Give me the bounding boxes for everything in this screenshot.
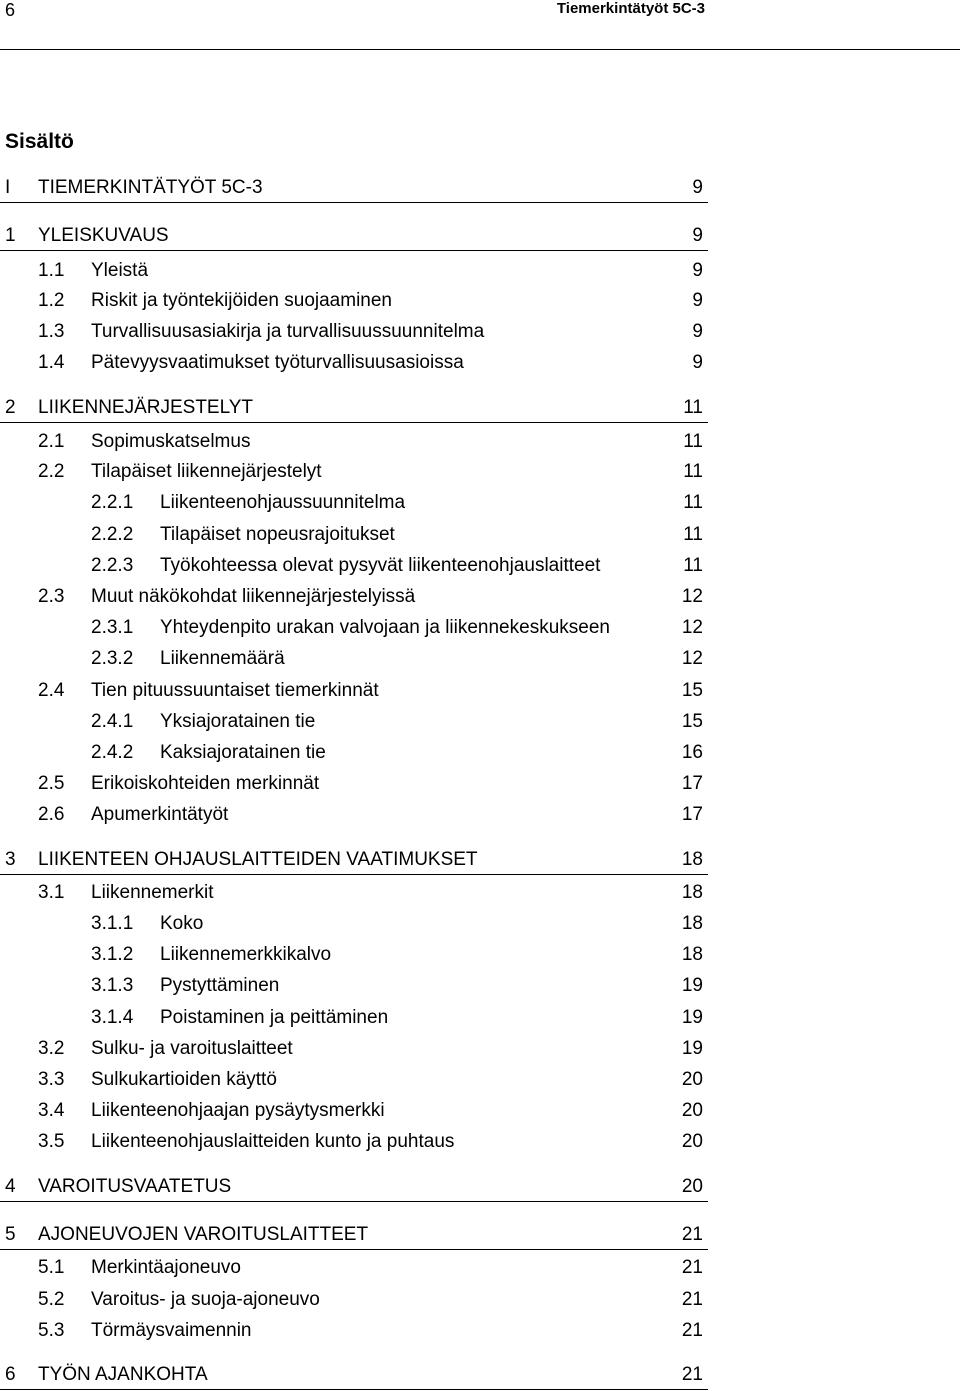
toc-entry[interactable]	[0, 1361, 708, 1390]
toc-entry-label: LIIKENNEJÄRJESTELYT	[38, 397, 254, 418]
toc-entry-label: VAROITUSVAATETUS	[38, 1176, 232, 1197]
toc-entry-label: Sulkukartioiden käyttö	[91, 1069, 277, 1090]
toc-entry-number: 2	[5, 397, 16, 418]
toc-entry-page: 9	[692, 321, 703, 342]
toc-heading: Sisältö	[5, 130, 74, 153]
toc-entry-label: Liikennemerkkikalvo	[160, 944, 332, 965]
toc-entry-number: 2.1	[38, 431, 65, 452]
toc-entry-number: 2.5	[38, 773, 65, 794]
toc-entry-label: Tien pituussuuntaiset tiemerkinnät	[91, 680, 379, 701]
toc-entry-number: 3.1.4	[91, 1007, 134, 1028]
toc-entry-label: Erikoiskohteiden merkinnät	[91, 773, 320, 794]
toc-entry-page: 17	[681, 804, 703, 825]
toc-entry-label: Yksiajoratainen tie	[160, 711, 316, 732]
toc-entry-page: 21	[681, 1320, 703, 1341]
toc-entry-page: 11	[683, 431, 703, 452]
toc-entry-label: Liikenteenohjaajan pysäytysmerkki	[91, 1100, 385, 1121]
toc-entry-number: 2.2.3	[91, 555, 134, 576]
toc-entry-number: 4	[5, 1176, 16, 1197]
toc-entry-label: Tilapäiset nopeusrajoitukset	[160, 524, 395, 545]
toc-entry-page: 15	[681, 680, 703, 701]
toc-entry-number: 3.2	[38, 1038, 65, 1059]
toc-entry-number: 1.1	[38, 260, 65, 281]
header-divider	[0, 49, 960, 50]
toc-entry[interactable]	[0, 677, 708, 705]
toc-entry[interactable]	[0, 846, 708, 875]
toc-entry-number: 2.2	[38, 461, 65, 482]
toc-entry-label: LIIKENTEEN OHJAUSLAITTEIDEN VAATIMUKSET	[38, 849, 478, 870]
toc-entry-page: 21	[681, 1257, 703, 1278]
toc-entry-number: 3.1.3	[91, 975, 134, 996]
toc-entry-number: 1.2	[38, 290, 65, 311]
toc-entry-label: Merkintäajoneuvo	[91, 1257, 241, 1278]
toc-entry[interactable]	[0, 1035, 708, 1063]
toc-entry-page: 20	[681, 1069, 703, 1090]
toc-entry-number: 2.4.1	[91, 711, 134, 732]
toc-entry[interactable]	[0, 910, 708, 938]
toc-entry[interactable]	[0, 1173, 708, 1202]
toc-entry-number: 3	[5, 849, 16, 870]
toc-entry-number: 1.3	[38, 321, 65, 342]
toc-entry[interactable]	[0, 287, 708, 315]
toc-entry-label: Tilapäiset liikennejärjestelyt	[91, 461, 322, 482]
toc-entry-number: 5	[5, 1224, 16, 1245]
toc-entry-page: 19	[681, 1007, 703, 1028]
toc-entry[interactable]	[0, 879, 708, 907]
toc-entry-number: 1	[5, 225, 16, 246]
toc-entry-number: 3.4	[38, 1100, 65, 1121]
toc-entry-number: 2.3.2	[91, 648, 134, 669]
toc-entry[interactable]	[0, 1254, 708, 1282]
toc-entry[interactable]	[0, 318, 708, 346]
toc-entry-number: 2.3.1	[91, 617, 134, 638]
toc-entry-label: Poistaminen ja peittäminen	[160, 1007, 389, 1028]
toc-entry-number: 3.1.2	[91, 944, 134, 965]
toc-entry-label: Riskit ja työntekijöiden suojaaminen	[91, 290, 392, 311]
toc-entry[interactable]	[0, 174, 708, 203]
toc-entry-label: Apumerkintätyöt	[91, 804, 229, 825]
toc-entry-label: TYÖN AJANKOHTA	[38, 1364, 208, 1385]
toc-entry-label: Liikennemäärä	[160, 648, 285, 669]
toc-entry-number: 3.1.1	[91, 913, 134, 934]
toc-entry-page: 20	[681, 1176, 703, 1197]
toc-entry-label: Yhteydenpito urakan valvojaan ja liikennekeskukseen	[160, 617, 610, 638]
toc-entry-number: 6	[5, 1364, 16, 1385]
toc-entry-number: 2.2.1	[91, 492, 134, 513]
toc-entry-label: Liikenteenohjaussuunnitelma	[160, 492, 406, 513]
toc-entry-page: 9	[692, 177, 703, 198]
toc-entry-page: 19	[681, 1038, 703, 1059]
toc-entry-page: 21	[681, 1364, 703, 1385]
toc-entry-label: Liikenteenohjauslaitteiden kunto ja puhtaus	[91, 1131, 455, 1152]
toc-entry[interactable]	[0, 614, 708, 642]
toc-entry[interactable]	[0, 1004, 708, 1032]
toc-entry-label: Sulku- ja varoituslaitteet	[91, 1038, 293, 1059]
page-number: 6	[5, 0, 16, 20]
toc-entry-label: Pystyttäminen	[160, 975, 280, 996]
toc-entry[interactable]	[0, 1317, 708, 1345]
toc-entry-number: 3.5	[38, 1131, 65, 1152]
toc-entry[interactable]	[0, 222, 708, 251]
toc-entry-page: 19	[681, 975, 703, 996]
toc-entry[interactable]	[0, 489, 708, 517]
toc-entry-page: 11	[683, 461, 703, 482]
toc-entry[interactable]	[0, 708, 708, 736]
toc-entry-page: 11	[683, 524, 703, 545]
toc-entry-label: Liikennemerkit	[91, 882, 214, 903]
toc-entry-page: 18	[681, 913, 703, 934]
toc-entry-number: 5.3	[38, 1320, 65, 1341]
toc-entry[interactable]	[0, 428, 708, 456]
toc-entry-label: Sopimuskatselmus	[91, 431, 251, 452]
toc-entry-number: 5.2	[38, 1289, 65, 1310]
toc-entry-label: Koko	[160, 913, 204, 934]
toc-entry[interactable]	[0, 941, 708, 969]
toc-entry-label: YLEISKUVAUS	[38, 225, 169, 246]
toc-entry-page: 16	[681, 742, 703, 763]
toc-entry[interactable]	[0, 458, 708, 486]
toc-entry-label: Törmäysvaimennin	[91, 1320, 252, 1341]
toc-entry-page: 9	[692, 352, 703, 373]
toc-entry-number: 2.4.2	[91, 742, 134, 763]
toc-entry-label: TIEMERKINTÄTYÖT 5C-3	[38, 177, 263, 198]
toc-entry-page: 12	[681, 617, 703, 638]
toc-entry-page: 21	[681, 1289, 703, 1310]
toc-entry-page: 15	[681, 711, 703, 732]
toc-entry[interactable]	[0, 1128, 708, 1156]
toc-entry-page: 21	[681, 1224, 703, 1245]
toc-entry[interactable]	[0, 521, 708, 549]
toc-entry-page: 20	[681, 1100, 703, 1121]
toc-entry[interactable]	[0, 972, 708, 1000]
toc-entry[interactable]	[0, 394, 708, 423]
toc-entry-label: Turvallisuusasiakirja ja turvallisuussuunnitelma	[91, 321, 485, 342]
toc-entry-label: Varoitus- ja suoja-ajoneuvo	[91, 1289, 320, 1310]
toc-entry[interactable]	[0, 1221, 708, 1250]
toc-entry-page: 11	[683, 397, 703, 418]
toc-entry[interactable]	[0, 1066, 708, 1094]
toc-entry-number: 1.4	[38, 352, 65, 373]
toc-entry-number: 2.6	[38, 804, 65, 825]
toc-entry-number: 2.2.2	[91, 524, 134, 545]
toc-entry[interactable]	[0, 770, 708, 798]
toc-entry-page: 9	[692, 260, 703, 281]
toc-entry[interactable]	[0, 645, 708, 673]
toc-entry-label: Yleistä	[91, 260, 149, 281]
toc-entry-label: Työkohteessa olevat pysyvät liikenteenohjauslaitteet	[160, 555, 601, 576]
toc-entry-number: 2.4	[38, 680, 65, 701]
toc-entry-label: Kaksiajoratainen tie	[160, 742, 326, 763]
toc-entry-label: AJONEUVOJEN VAROITUSLAITTEET	[38, 1224, 369, 1245]
toc-entry[interactable]	[0, 349, 708, 377]
toc-entry[interactable]	[0, 257, 708, 285]
toc-entry[interactable]	[0, 1286, 708, 1314]
toc-entry-label: Muut näkökohdat liikennejärjestelyissä	[91, 586, 416, 607]
toc-entry-page: 11	[683, 492, 703, 513]
toc-entry-page: 18	[681, 849, 703, 870]
toc-entry-page: 18	[681, 944, 703, 965]
toc-entry[interactable]	[0, 583, 708, 611]
toc-entry[interactable]	[0, 739, 708, 767]
toc-entry-page: 9	[692, 290, 703, 311]
toc-entry-page: 11	[683, 555, 703, 576]
toc-entry-label: Pätevyysvaatimukset työturvallisuusasioissa	[91, 352, 464, 373]
toc-entry[interactable]	[0, 1097, 708, 1125]
toc-entry-number: I	[5, 177, 11, 198]
document-title: Tiemerkintätyöt 5C-3	[556, 0, 705, 17]
toc-entry-page: 18	[681, 882, 703, 903]
toc-entry-number: 5.1	[38, 1257, 65, 1278]
toc-entry-page: 9	[692, 225, 703, 246]
toc-entry-number: 2.3	[38, 586, 65, 607]
toc-entry-page: 17	[681, 773, 703, 794]
toc-entry-page: 20	[681, 1131, 703, 1152]
toc-entry[interactable]	[0, 552, 708, 580]
toc-entry-page: 12	[681, 648, 703, 669]
toc-entry-number: 3.1	[38, 882, 65, 903]
toc-entry-page: 12	[681, 586, 703, 607]
toc-entry[interactable]	[0, 801, 708, 829]
toc-entry-number: 3.3	[38, 1069, 65, 1090]
